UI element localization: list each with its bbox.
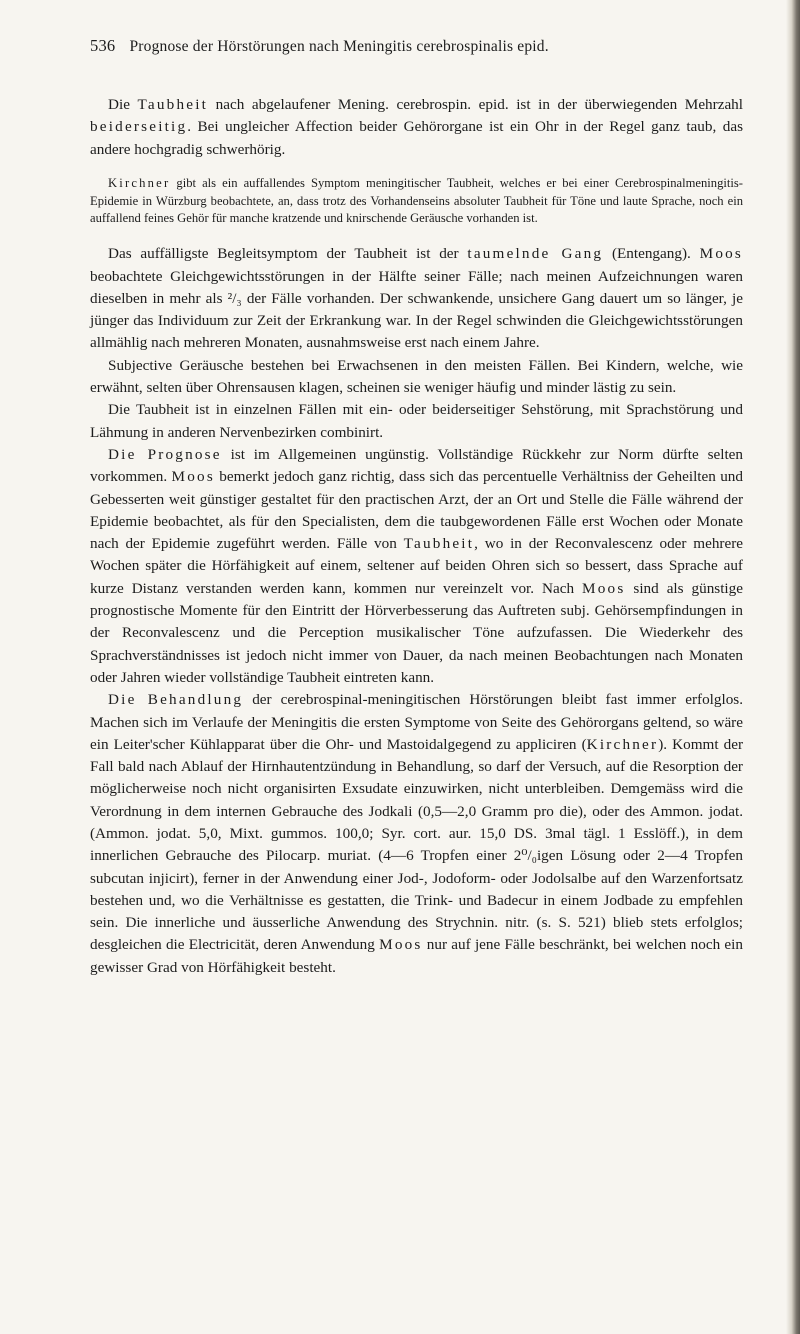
spaced-emphasis: Moos xyxy=(699,245,744,263)
text-run: bemerkt jedoch ganz richtig, dass sich das percentuelle Verhältniss der Geheilten und Gebesserten weit günstiger gestaltet für den practischen Arzt, der an Ort und Stelle die Fälle während der Epidemie beobachtet, als für den Specialisten, dem die taubgewordenen Fälle erst Wochen oder Monate nach der Epidemie zugeführt werden. Fälle von xyxy=(90,468,743,553)
paragraph xyxy=(90,399,743,444)
spaced-emphasis: Moos xyxy=(171,468,215,486)
text-run: der cerebrospinal-meningitischen Hörstörungen bleibt fast immer erfolglos. Machen sich im Verlaufe der Meningitis die ersten Symptome von Seite des Gehörorgans geltend, so wäre ein Leiter'scher Kühlapparat über die Ohr- und Mastoidalgegend zu appliciren ( xyxy=(90,691,743,753)
text-run: , wo in der Reconvalescenz oder mehrere Wochen später die Hörfähigkeit auf einem, seltener auf beiden Ohren sich so bessert, dass Sprache auf kurze Distanz verstanden werden kann, kommen nur vereinzelt vor. Nach xyxy=(90,535,744,597)
paragraph xyxy=(90,355,743,400)
text-run: gibt als ein auffallendes Symptom meningitischer Taubheit, welches er bei einer Cerebrospinalmeningitis-Epidemie in Würzburg beobachtete, an, dass trotz des Vorhandenseins absoluter Taubheit für Töne und laute Sprache, noch ein auffallend feines Gehör für manche kratzende und knirschende Geräusche vorhanden ist. xyxy=(90,175,743,226)
spaced-emphasis: Die Behandlung xyxy=(108,691,244,709)
running-header xyxy=(90,36,740,56)
text-run: ist im Allgemeinen ungünstig. Vollständige Rückkehr zur Norm dürfte selten vorkommen. xyxy=(90,445,744,486)
paragraph xyxy=(90,94,743,161)
running-title: Prognose der Hörstörungen nach Meningitis cerebrospinalis epid. xyxy=(129,38,549,55)
spaced-emphasis: taumelnde Gang xyxy=(467,245,604,263)
spaced-emphasis: Kirchner xyxy=(586,735,659,753)
spaced-emphasis: beiderseitig xyxy=(90,118,188,136)
spaced-emphasis: Die Prognose xyxy=(108,445,222,463)
spaced-emphasis: Taubheit xyxy=(403,535,475,553)
text-run: Die Taubheit ist in einzelnen Fällen mit ein- oder beiderseitiger Sehstörung, mit Sprachstörung und Lähmung in anderen Nervenbezirken combinirt. xyxy=(90,401,743,441)
spaced-emphasis: Kirchner xyxy=(108,175,171,190)
paragraph xyxy=(90,243,743,354)
text-run: Subjective Geräusche bestehen bei Erwachsenen in den meisten Fällen. Bei Kindern, welche, wie erwähnt, selten über Ohrensausen klagen, scheinen sie weniger häufig und minder lästig zu sein. xyxy=(90,356,743,397)
text-run: nach abgelaufener Mening. cerebrospin. epid. ist in der überwiegenden Mehrzahl xyxy=(208,96,744,113)
paragraph xyxy=(90,689,743,979)
text-run: ). Kommt der Fall bald nach Ablauf der Hirnhautentzündung in Behandlung, so darf der Versuch, auf die Resorption der möglicherweise noch nicht organisirten Exsudate einzuwirken, nicht unterbleiben. Demgemäss wird die Verordnung in dem internen Gebrauche des Jodkali (0,5—2,0 Gramm pro die), oder des Ammon. jodat. (Ammon. jodat. 5,0, Mixt. gummos. 100,0; Syr. cort. aur. 15,0 DS. 3mal tägl. 1 Esslöff.), in dem innerlichen Gebrauche des Pilocarp. muriat. (4—6 Tropfen einer 2⁰/₀igen Lösung oder 2—4 Tropfen subcutan injicirt), ferner in der Anwendung einer Jod-, Jodoform- oder Jodolsalbe auf den Warzenfortsatz bestehen und, wo die Verhältnisse es gestatten, die Trink- und Badecur in einem Jodbade zu empfehlen sein. Die innerliche und äusserliche Anwendung des Strychnin. nitr. (s. S. 521) blieb stets erfolglos; desgleichen die Electricität, deren Anwendung xyxy=(90,735,744,954)
text-run: beobachtete Gleichgewichtsstörungen in der Hälfte seiner Fälle; nach meinen Aufzeichnungen waren dieselben in mehr als ²/₃ der Fälle vorhanden. Der schwankende, unsichere Gang dauert um so länger, je jünger das Individuum zur Zeit der Erkrankung war. In der Regel schwinden die Gleichgewichtsstörungen allmählig nach mehreren Monaten, ausnahmsweise erst nach einem Jahre. xyxy=(90,267,743,352)
page-number: 536 xyxy=(90,36,116,55)
text-run: sind als günstige prognostische Momente für den Eintritt der Hörverbesserung das Auftreten subj. Gehörsempfindungen in der Reconvalescenz und die Perception musikalischer Töne aufzufassen. Die Wiederkehr des Sprachverständnisses ist jedoch nicht immer von Dauer, da nach meinen Beobachtungen nach Monaten oder Jahren wieder vollständige Taubheit eintreten kann. xyxy=(90,579,743,686)
paragraph-prefix: Die xyxy=(108,96,138,113)
text-run: nur auf jene Fälle beschränkt, bei welchen noch ein gewisser Grad von Hörfähigkeit besteht. xyxy=(90,936,743,976)
text-run: . Bei ungleicher Affection beider Gehörorgane ist ein Ohr in der Regel ganz taub, das andere hochgradig schwerhörig. xyxy=(90,118,743,158)
paragraph xyxy=(90,175,743,228)
page-edge-shadow xyxy=(786,0,800,1334)
text-run: (Entengang). xyxy=(603,245,700,263)
paragraph xyxy=(90,444,743,689)
text-run: Das auffälligste Begleitsymptom der Taubheit ist der xyxy=(108,245,468,263)
spaced-emphasis: Taubheit xyxy=(137,96,209,113)
spaced-emphasis: Moos xyxy=(582,579,626,597)
body-text xyxy=(90,94,743,979)
spaced-emphasis: Moos xyxy=(379,936,423,954)
